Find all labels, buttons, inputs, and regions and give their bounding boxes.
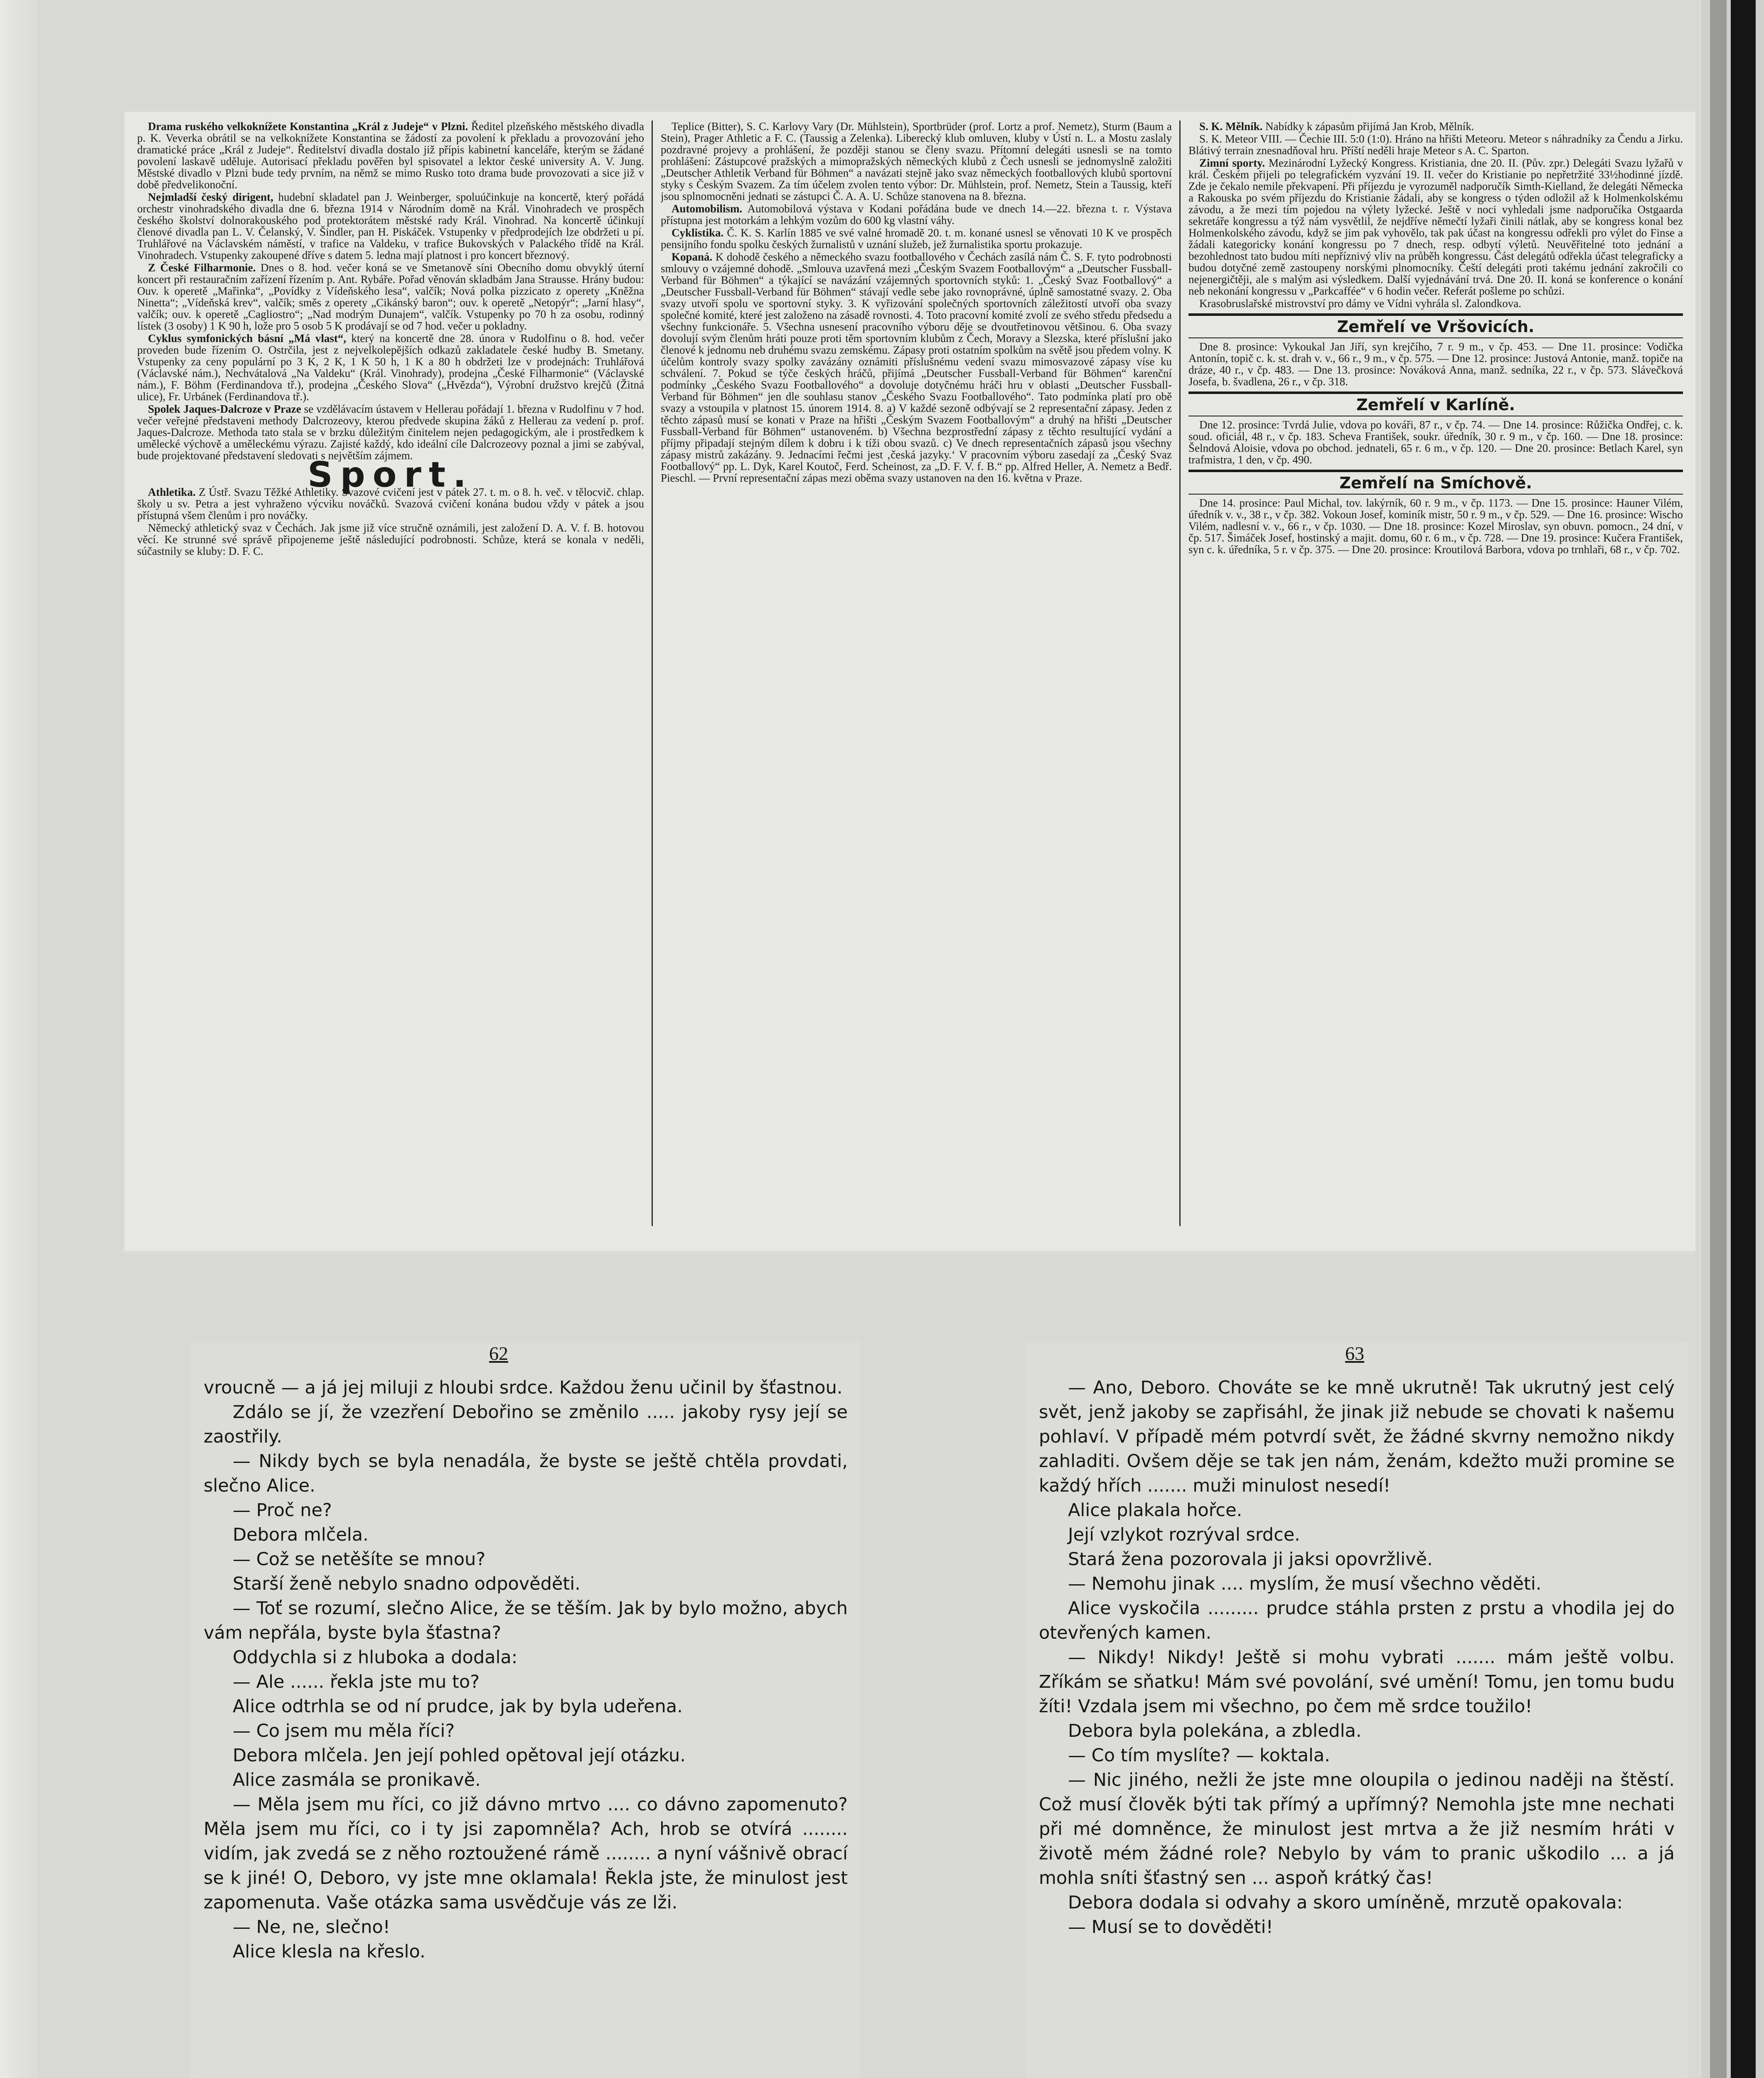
book-page-left <box>191 1342 860 2078</box>
sport-section-title: Sport. <box>308 454 474 495</box>
article-text: Mezinárodní Lyžecký Kongress. Kristiania, dne 20. II. (Pův. zpr.) Delegáti Svazu lyžařů v král. Českém přijeli po telegrafickém vyzvání 19. II. večer do Kristianie po nepřetržité 33½hodinné jízdě. Zde je čekalo nemile překvapení. Při příjezdu je vyrozuměl nadporučík Simth-Kielland, že delegáti Německa a Rakouska po svém příjezdu do Kristianie žádali, aby se kongress o týden odložil až k Holmenkolskému závodu, a že mezi tím pojedou na výlety lyžecké. Ještě v noci vyhledali jsme nadporučíka Ostgaarda sekretáře kongressu a týž nám vysvětlil, že nejdříve němečtí lyžaři činili nátlak, aby se kongress konal bez Holmenkolského závodu, když se jim pak vyhovělo, tak pak účast na kongressu odřekli pro výlet do Finse a žádali kategoricky konání kongressu po 7 dnech, resp. odbytí výletů. Neuvěřitelné toto jednání a bezohlednost tato budou míti nepříznivý vliv na průběh kongressu. Část delegátů odřekla účast telegraficky a budou dotyčné země zastoupeny norskými plnomocníky. Čeští delegáti proti takému jednání zakročili co nejenergičtěji, ale s malým asi výsledkem. Další vyjednávání trvá. Dne 20. II. koná se konference o konání neb nekonání kongressu v „Parkcaffée“ v 6 hodin večer. Referát pošleme po schůzi. <box>1188 157 1683 297</box>
article-text: S. K. Meteor VIII. — Čechie III. 5:0 (1:0). Hráno na hřišti Meteoru. Meteor s náhradníky za Čendu a Jirku. Blátivý terrain znesnadňoval hru. Příští neděli hraje Meteor s A. C. Sparton. <box>1188 133 1683 157</box>
news-article <box>137 522 644 557</box>
book-paragraph: — Nemohu jinak .... myslím, že musí všechno věděti. <box>1068 1573 1542 1594</box>
news-article <box>661 121 1172 202</box>
scan-left-edge <box>0 0 37 2078</box>
book-paragraph: Stará žena pozorovala ji jaksi opovržlivě. <box>1068 1549 1433 1570</box>
news-article <box>1188 121 1683 132</box>
book-paragraph: — Nic jiného, nežli že jste mne oloupila o jedinou naději na štěstí. Což musí člověk býti tak přímý a upřímný? Nemohla jste mne nechati při mé domněnce, že minulost jest mrtva a že již nesmím hráti v životě mém žádné role? Nebylo by vám to pranic uškodilo ... a já mohla sníti šťastný sen ... aspoň krátký čas! <box>1039 1770 1675 1888</box>
book-paragraph: Alice odtrhla se od ní prudce, jak by byla udeřena. <box>233 1696 683 1717</box>
book-paragraph: — Co jsem mu měla říci? <box>233 1721 455 1741</box>
book-paragraph: Alice klesla na křeslo. <box>233 1941 426 1962</box>
article-text: Nabídky k zápasům přijímá Jan Krob, Mělník. <box>1265 121 1474 133</box>
article-heading: Z České Filharmonie. <box>148 261 256 274</box>
article-text: který na koncertě dne 28. února v Rudolfinu o 8. hod. večer proveden bude řízením O. Ostrčila, jest z nejvelkolepějších odkazů zakladatele české hudby B. Smetany. Vstupenky za ceny populární po 3 K, 2 K, 1 K 50 h, 1 K a 80 h obdržeti lze v prodejnách: Truhlářová (Václavské nám.), Nechvátalová „Na Valdeku“ (Král. Vinohrady), prodejna „České Filharmonie“ (Václavské nám.), F. Böhm (Ferdinandova tř.), prodejna „Českého Slova“ („Hvězda“), Výrobní družstvo krejčů (Žitná ulice), Fr. Urbánek (Ferdinandova tř.). <box>137 332 644 403</box>
book-paragraph: — Ano, Deboro. Chováte se ke mně ukrutně! Tak ukrutný jest celý svět, jenž jakoby se zapřisáhl, že jinak již nebude se chovati k našemu pohlaví. V případě mém potvrdí svět, že žádné skvrny nemožno nikdy zahladiti. Ovšem děje se tak jen nám, ženám, kdežto muži promine se každý hřích ....... muži minulost nesedí! <box>1039 1377 1675 1496</box>
page-number-left: 62 <box>489 1343 508 1364</box>
article-text: hudební skladatel pan J. Weinberger, spoluúčinkuje na koncertě, který pořádá orchestr vinohradského divadla dne 6. března 1914 v Národním domě na Král. Vinohradech ve prospěch českého školství dolnorakouského pod protektorátem městské rady Král. Vinohrad. Na koncertě účinkují členové divadla pan L. V. Čelanský, V. Šindler, pan H. Piskáček. Vstupenky v předprodejích lze obdržeti u pí. Truhlářové na Václavském náměstí, v trafice na Valdeku, v trafice Bukovských v Palackého třídě na Král. Vinohradech. Vstupenky zakoupené dříve s datem 5. ledna mají platnost i pro koncert březnový. <box>137 191 644 261</box>
newspaper-clipping <box>125 112 1695 1251</box>
book-paragraph: Alice zasmála se pronikavě. <box>233 1770 481 1790</box>
newspaper-column-3 <box>1188 121 1683 1243</box>
news-article <box>137 262 644 332</box>
book-paragraph: — Musí se to dověděti! <box>1068 1917 1273 1938</box>
newspaper-column-2 <box>661 121 1172 1243</box>
article-text: Automobilová výstava v Kodani pořádána bude ve dnech 14.—22. března t. r. Výstava přístupna jest motorkám a lehkým vozům do 600 kg vlastní váhy. <box>661 202 1172 227</box>
article-text: K dohodě českého a německého svazu footballového v Čechách zasílá nám Č. S. F. tyto podrobnosti smlouvy o vzájemné dohodě. „Smlouva uzavřená mezi „Českým Svazem Footballovým“ a „Deutscher Fussball-Verband für Böhmen“ a týkající se navázání vzájemných sportovních styků: 1. „Český Svaz Footballový“ a „Deutscher Fussball-Verband für Böhmen“ stávají vedle sebe jako rovnoprávné, úplně samostatné svazy. 2. Oba svazy utvoří spolu ve sportovní styky. 3. K vyřizování společných sportovních záležitostí utvoří oba svazy společné komité, které jest založeno na zásadě rovnosti. 4. Toto pracovní komité zvolí ze svého středu předsedu a všechny funkcionáře. 5. Všechna usnesení pracovního výboru děje se dvoutřetinovou většinou. 6. Oba svazy dovolují svým členům hráti pouze proti těm sportovním klubům z Čech, Moravy a Slezska, které příslušní jako členové k jednomu neb druhému svazu zemskému. Zápasy proti ostatním spolkům na světě jsou předem volny. K účelům kontroly svazy spolky zavázány oznámiti příslušnému vedení svazu mimosvazové zápasy víse ku schválení. 7. Pokud se týče českých hráčů, přijímá „Deutscher Fussball-Verband für Böhmen“ karenční podmínky „Českého Svazu Footballového“ a dovoluje dotyčnému hráči hru v oblasti „Deutscher Fussball-Verband für Böhmen“ jen dle souhlasu stanov „Českého Svazu Footballového“. Tato podmínka platí pro obě svazy a vstoupila v platnost 15. únorem 1914. 8. a) V každé sezoně odbývají se 2 representační zápasy. Jeden z těchto zápasů musí se konati v Praze na hřišti „Českým Svazem Footballovým“ a druhý na hřišti „Deutscher Fussball-Verband für Böhmen“ ustanoveném. b) Všechna bezprostřední zápasy z těchto resultující vydání a příjmy připadají stejným dílem k dobru i k tíži obou svazů. c) Ve dnech representačních zápasů jsou všechny zápasy mistrů zakázány. 9. Jednacími řečmi jest ‚česká jazyky.‘ V pracovním výboru zasedají za „Český Svaz Footballový“ pp. L. Dyk, Karel Koutoč, Ferd. Scheinost, za „D. F. V. f. B.“ pp. Alfred Heller, A. Nemetz a Bedř. Pieschl. — První representační zápas mezi oběma svazy ustanoven na den 16. května v Praze. <box>661 251 1172 484</box>
news-article <box>661 227 1172 250</box>
scan-grey-strip <box>1710 0 1727 2078</box>
news-article <box>137 191 644 261</box>
column-rule <box>1179 121 1181 1226</box>
article-text: Dnes o 8. hod. večer koná se ve Smetanově síni Obecního domu obvyklý úterní koncert při restauračním zařízení řízením p. Ant. Rybáře. Pořad věnován skladbám Jana Strausse. Hrány budou: Ouv. k operetě „Mařinka“, „Povídky z Vídeňského lesa“, valčík; Nová polka pizzicato z operety „Kněžna Ninetta“; „Vídeňská krev“, valčík; směs z operety „Cikánský baron“; ouv. k operetě „Netopýr“; „Jarní hlasy“, valčík; ouv. k operetě „Cagliostro“; „Nad modrým Dunajem“, valčík. Vstupenky po 70 h za osobu, rodinný lístek (3 osoby) 1 K 90 h, lože pro 5 osob 5 K prodávají se od 7 hod. večer u pokladny. <box>137 261 644 332</box>
death-notices-heading: Zemřelí ve Vršovicích. <box>1188 313 1683 338</box>
book-paragraph: Její vzlykot rozrýval srdce. <box>1068 1524 1300 1545</box>
news-article <box>1188 298 1683 309</box>
news-article <box>137 332 644 402</box>
scan-right-edge <box>1702 0 1764 2078</box>
article-text: Teplice (Bitter), S. C. Karlovy Vary (Dr. Mühlstein), Sportbrüder (prof. Lortz a prof. Nemetz), Sturm (Baum a Stein), Prager Athletic a F. C. (Taussig a Zelenka). Liberecký klub omluven, kluby v Ústí n. L. a Mostu zaslaly pozdravné projevy a prohlášení, že později stanou se členy svazu. Přítomní delegáti usnesli se na tomto prohlášení: Zástupcové pražských a mimopražských německých klubů z Čech usnesli se jednomyslně založiti „Deutscher Athletik Verband für Böhmen“ a navázati stejně jako svaz německých footballových klubů sportovní styky s Českým Svazem. Za tím účelem zvolen tento výbor: Dr. Mühlstein, prof. Nemetz, Stein a Taussig, kteří jsou splnomocněni jednati se zástupci Č. A. A. U. Schůze stanovena na 8. března. <box>661 121 1172 202</box>
book-paragraph: Debora byla polekána, a zbledla. <box>1068 1721 1362 1741</box>
article-text: Německý athletický svaz v Čechách. Jak jsme již více stručně oznámili, jest založení D. A. V. f. B. hotovou věcí. Ke strunné své správě připojeneme ještě následující podrobnosti. Schůze, která se konala v neděli, súčastnily se kluby: D. F. C. <box>137 522 644 557</box>
book-paragraph: vroucně — a já jej miluji z hloubi srdce. Každou ženu učinil by šťastnou. <box>204 1377 843 1398</box>
book-paragraph: — Proč ne? <box>233 1500 332 1521</box>
book-paragraph: — Ale ...... řekla jste mu to? <box>233 1672 480 1692</box>
book-text-left <box>204 1376 848 1964</box>
book-paragraph: — Ne, ne, slečno! <box>233 1917 390 1938</box>
article-heading: Spolek Jaques-Dalcroze v Praze <box>148 403 301 415</box>
article-text: Z Ústř. Svazu Těžké Athletiky. Svazové cvičení jest v pátek 27. t. m. o 8. h. več. v tělocvič. chlap. školy u sv. Petra a jest vyhraženo výcviku nováčků. Svazová cvičení konána budou vždy v pátek a jsou přístupná všem členům i pro nováčky. <box>137 486 644 522</box>
book-paragraph: Oddychla si z hluboka a dodala: <box>233 1647 518 1668</box>
death-notices-text: Dne 12. prosince: Tvrdá Julie, vdova po kováři, 87 r., v čp. 74. — Dne 14. prosince: Růžička Ondřej, c. k. soud. oficiál, 48 r., v čp. 183. Scheva František, soukr. úředník, 30 r. 9 m., v čp. 160. — Dne 18. prosince: Šelndová Aloisie, vdova po obchod. jednateli, 65 r. 6 m., v čp. 120. — Dne 20. prosince: Betlach Karel, syn trafmistra, 1 den, v čp. 490. <box>1188 419 1683 466</box>
book-paragraph: — Nikdy bych se byla nenadála, že byste se ještě chtěla provdati, slečno Alice. <box>204 1451 848 1496</box>
book-paragraph: Debora mlčela. Jen její pohled opětoval její otázku. <box>233 1745 686 1766</box>
article-heading: S. K. Mělník. <box>1199 121 1263 133</box>
book-page-right <box>1026 1342 1687 2078</box>
news-article <box>137 486 644 521</box>
news-article <box>661 251 1172 484</box>
death-notices-text: Dne 8. prosince: Vykoukal Jan Jiří, syn krejčího, 7 r. 9 m., v čp. 453. — Dne 11. prosince: Vodička Antonín, topič c. k. st. drah v. v., 66 r., 9 m., v čp. 575. — Dne 12. prosince: Justová Antonie, manž. topiče na dráze, 40 r., v čp. 483. — Dne 13. prosince: Nováková Anna, manž. sedníka, 22 r., v čp. 573. Slávečková Josefa, b. švadlena, 26 r., v čp. 318. <box>1188 340 1683 388</box>
book-text-right <box>1039 1376 1675 1940</box>
book-paragraph: Debora dodala si odvahy a skoro umíněně, mrzutě opakovala: <box>1068 1892 1623 1913</box>
article-heading: Kopaná. <box>672 251 713 263</box>
book-paragraph: — Nikdy! Nikdy! Ještě si mohu vybrati ....... mám ještě volbu. Zříkám se sňatku! Mám své povolání, své umění! Tomu, jen tomu budu žíti! Vzdala jsem mi všechno, po čem mě srdce toužilo! <box>1039 1647 1675 1717</box>
article-text: Krasobruslařské mistrovství pro dámy ve Vídni vyhrála sl. Zalondkova. <box>1199 297 1521 310</box>
death-notices-heading: Zemřelí v Karlíně. <box>1188 391 1683 416</box>
book-paragraph: — Co tím myslíte? — koktala. <box>1068 1745 1330 1766</box>
article-heading: Automobilism. <box>672 202 743 215</box>
news-article <box>1188 157 1683 297</box>
book-paragraph: Zdálo se jí, že vzezření Debořino se změnilo ..... jakoby rysy její se zaostřily. <box>204 1402 848 1447</box>
article-heading: Cyklistika. <box>672 227 724 239</box>
news-article <box>137 121 644 190</box>
article-text: Č. K. S. Karlín 1885 ve své valné hromadě 20. t. m. konané usnesl se věnovati 10 K ve prospěch pensijního fondu spolku českých žurnalistů v uznání služeb, jež žurnalistika sportu prokazuje. <box>661 227 1172 251</box>
article-text: Ředitel plzeňského městského divadla p. K. Veverka obrátil se na velkoknížete Konstantina se žádostí za povolení k překladu a provozování jeho dramatické práce „Král z Judeje“. Ředitelství divadla dostalo již přípis kabinetní kanceláře, kterým se žádané povolení laskavě uděluje. Autorisací překladu pověřen byl spisovatel a lektor české university A. V. Jung. Městské divadlo v Plzni bude tedy prvním, na němž se mimo Rusko toto drama bude provozovati a sice již v době předvelikonoční. <box>137 121 644 191</box>
column-rule <box>652 121 653 1226</box>
book-paragraph: — Což se netěšíte se mnou? <box>233 1549 486 1570</box>
death-notices-heading: Zemřelí na Smíchově. <box>1188 470 1683 495</box>
news-article <box>1188 133 1683 156</box>
news-article <box>661 203 1172 226</box>
page-number-right: 63 <box>1345 1343 1364 1364</box>
article-heading: Nejmladší český dirigent, <box>148 191 273 203</box>
article-text: se vzdělávacím ústavem v Hellerau pořádají 1. března v Rudolfinu v 7 hod. večer veřejné představeni methody Dalcrozeovy, kterou předvede skupina žáků z Hellerau za vedení p. prof. Jaques-Dalcroze. Methoda tato stala se v brzku důležitým činitelem nejen pedagogickým, ale i prostředkem k umělecké výchově a uměleckému výrazu. Zajisté každý, kdo ideální cíle Dalcrozeovy poznal a jimi se zabýval, bude projektované představení sledovati s největším zájmem. <box>137 403 644 462</box>
scan-black-strip <box>1731 0 1756 2078</box>
book-paragraph: — Toť se rozumí, slečno Alice, že se těším. Jak by bylo možno, abych vám nepřála, byste byla šťastna? <box>204 1598 848 1643</box>
newspaper-column-1 <box>137 121 644 1243</box>
book-paragraph: — Měla jsem mu říci, co již dávno mrtvo .... co dávno zapomenuto? Měla jsem mu říci, co i ty jsi zapomněla? Ach, hrob se otvírá ........ vidím, jak zvedá se z něho roztoužené rámě ........ a nyní vášnivě obrací se k jiné! O, Deboro, vy jste mne oklamala! Řekla jste, že minulost jest zapomenuta. Vaše otázka sama usvědčuje vás ze lži. <box>204 1794 848 1913</box>
book-paragraph: Alice plakala hořce. <box>1068 1500 1242 1521</box>
article-heading: Athletika. <box>148 486 196 498</box>
book-paragraph: Debora mlčela. <box>233 1524 369 1545</box>
news-article <box>137 403 644 461</box>
death-notices-text: Dne 14. prosince: Paul Michal, tov. lakýrník, 60 r. 9 m., v čp. 1173. — Dne 15. prosince: Hauner Vilém, úředník v. v., 38 r., v čp. 382. Vokoun Josef, kominík mistr, 50 r. 9 m., v čp. 529. — Dne 16. prosince: Wischo Vilém, nadlesní v. v., 66 r., v čp. 1030. — Dne 18. prosince: Kozel Miroslav, syn obuvn. pomocn., 24 dní, v čp. 517. Šimáček Josef, hostinský a majit. domu, 60 r. 6 m., v čp. 728. — Dne 19. prosince: Kučera František, syn c. k. úředníka, 5 r. v čp. 375. — Dne 20. prosince: Kroutilová Barbora, vdova po trnhlaři, 68 r., v čp. 702. <box>1188 497 1683 556</box>
book-paragraph: Starší ženě nebylo snadno odpověděti. <box>233 1573 581 1594</box>
article-heading: Zimní sporty. <box>1199 157 1265 169</box>
article-heading: Cyklus symfonických básní „Má vlast“, <box>148 332 347 345</box>
book-paragraph: Alice vyskočila ......... prudce stáhla prsten z prstu a vhodila jej do otevřených kamen. <box>1039 1598 1675 1643</box>
article-heading: Drama ruského velkoknížete Konstantina „Král z Judeje“ v Plzni. <box>148 121 468 133</box>
